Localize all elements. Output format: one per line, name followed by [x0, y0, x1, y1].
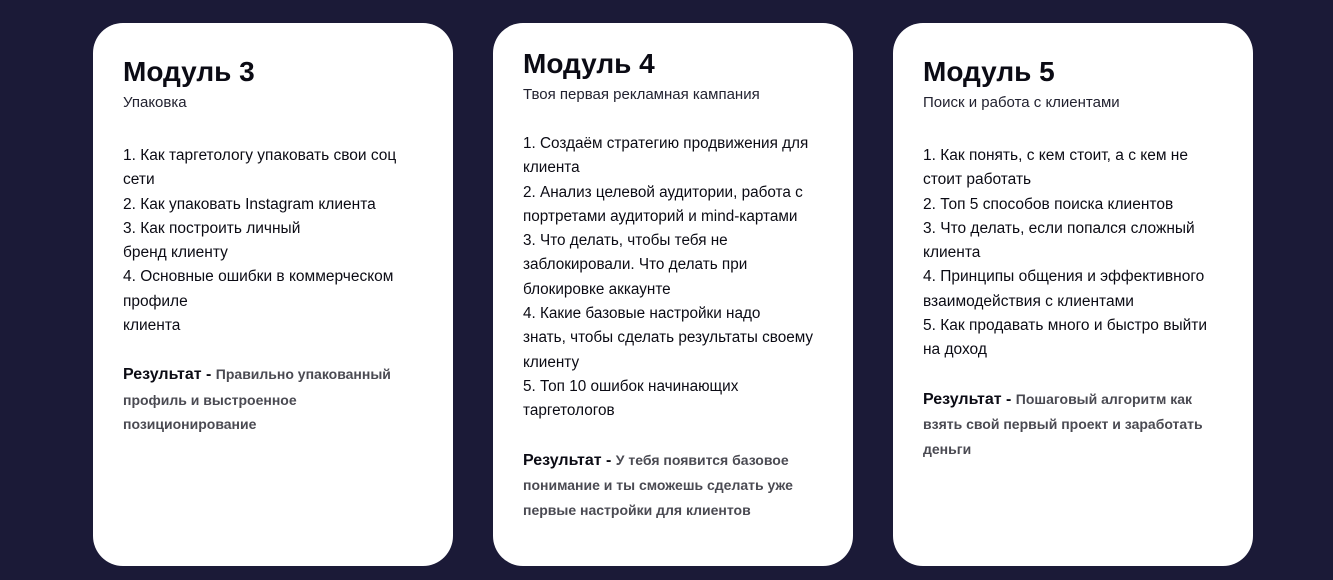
module-header	[523, 23, 831, 104]
list-item: 4. Основные ошибки в коммерческом	[123, 268, 394, 286]
list-item: 2. Топ 5 способов поиска клиентов	[923, 195, 1174, 213]
list-item: клиента	[123, 317, 181, 335]
list-item: клиента	[523, 159, 580, 177]
list-item: таргетологов	[523, 402, 615, 420]
list-item: знать, чтобы сделать результаты своему	[523, 329, 814, 347]
list-item: 4. Принципы общения и эффективного	[923, 268, 1205, 286]
module-header	[123, 23, 431, 112]
module-topics-list	[123, 144, 431, 338]
list-item: стоит работать	[923, 171, 1032, 189]
result-label: Результат -	[523, 451, 616, 469]
list-item: 5. Топ 10 ошибок начинающих	[523, 377, 739, 395]
result-text: Правильно упакованный профиль и выстроенное позиционирование	[123, 366, 391, 433]
module-result	[123, 362, 431, 437]
module-header	[923, 23, 1231, 112]
list-item: клиента	[923, 244, 981, 262]
list-item: заблокировали. Что делать при	[523, 256, 748, 274]
list-item: 3. Что делать, если попался сложный	[923, 219, 1195, 237]
module-card-4	[493, 23, 853, 566]
module-result	[923, 387, 1231, 462]
list-item: профиле	[123, 292, 188, 310]
list-item: 2. Как упаковать Instagram клиента	[123, 195, 376, 213]
list-item: 1. Создаём стратегию продвижения для	[523, 135, 809, 152]
module-subtitle: Поиск и работа с клиентами	[923, 94, 1120, 111]
list-item: 3. Как построить личный	[123, 219, 301, 237]
module-title: Модуль 5	[923, 56, 1055, 87]
list-item: 2. Анализ целевой аудитории, работа с	[523, 183, 803, 201]
list-item: 3. Что делать, чтобы тебя не	[523, 232, 728, 250]
list-item: блокировке аккаунте	[523, 280, 671, 298]
result-label: Результат -	[123, 366, 216, 384]
result-text: У тебя появится базовое понимание и ты сможешь сделать уже первые настройки для клиентов	[523, 451, 793, 518]
list-item: бренд клиенту	[123, 244, 228, 262]
result-text: Пошаговый алгоритм как взять свой первый проект и заработать деньги	[923, 390, 1203, 457]
list-item: на доход	[923, 341, 987, 359]
module-subtitle: Упаковка	[123, 94, 187, 111]
list-item: сети	[123, 171, 155, 189]
module-subtitle: Твоя первая рекламная кампания	[523, 86, 760, 103]
module-card-5	[893, 23, 1253, 566]
module-result	[523, 448, 831, 523]
result-label: Результат -	[923, 390, 1016, 408]
list-item: взаимодействия с клиентами	[923, 292, 1134, 310]
list-item: 4. Какие базовые настройки надо	[523, 305, 761, 323]
list-item: клиенту	[523, 353, 580, 371]
module-title: Модуль 3	[123, 56, 255, 87]
list-item: портретами аудиторий и mind-картами	[523, 207, 798, 225]
list-item: 1. Как понять, с кем стоит, а с кем не	[923, 147, 1188, 164]
module-topics-list	[923, 144, 1231, 363]
module-card-3	[93, 23, 453, 566]
list-item: 5. Как продавать много и быстро выйти	[923, 317, 1207, 335]
module-title: Модуль 4	[523, 48, 655, 79]
list-item: 1. Как таргетологу упаковать свои соц	[123, 147, 397, 164]
module-topics-list	[523, 132, 831, 424]
